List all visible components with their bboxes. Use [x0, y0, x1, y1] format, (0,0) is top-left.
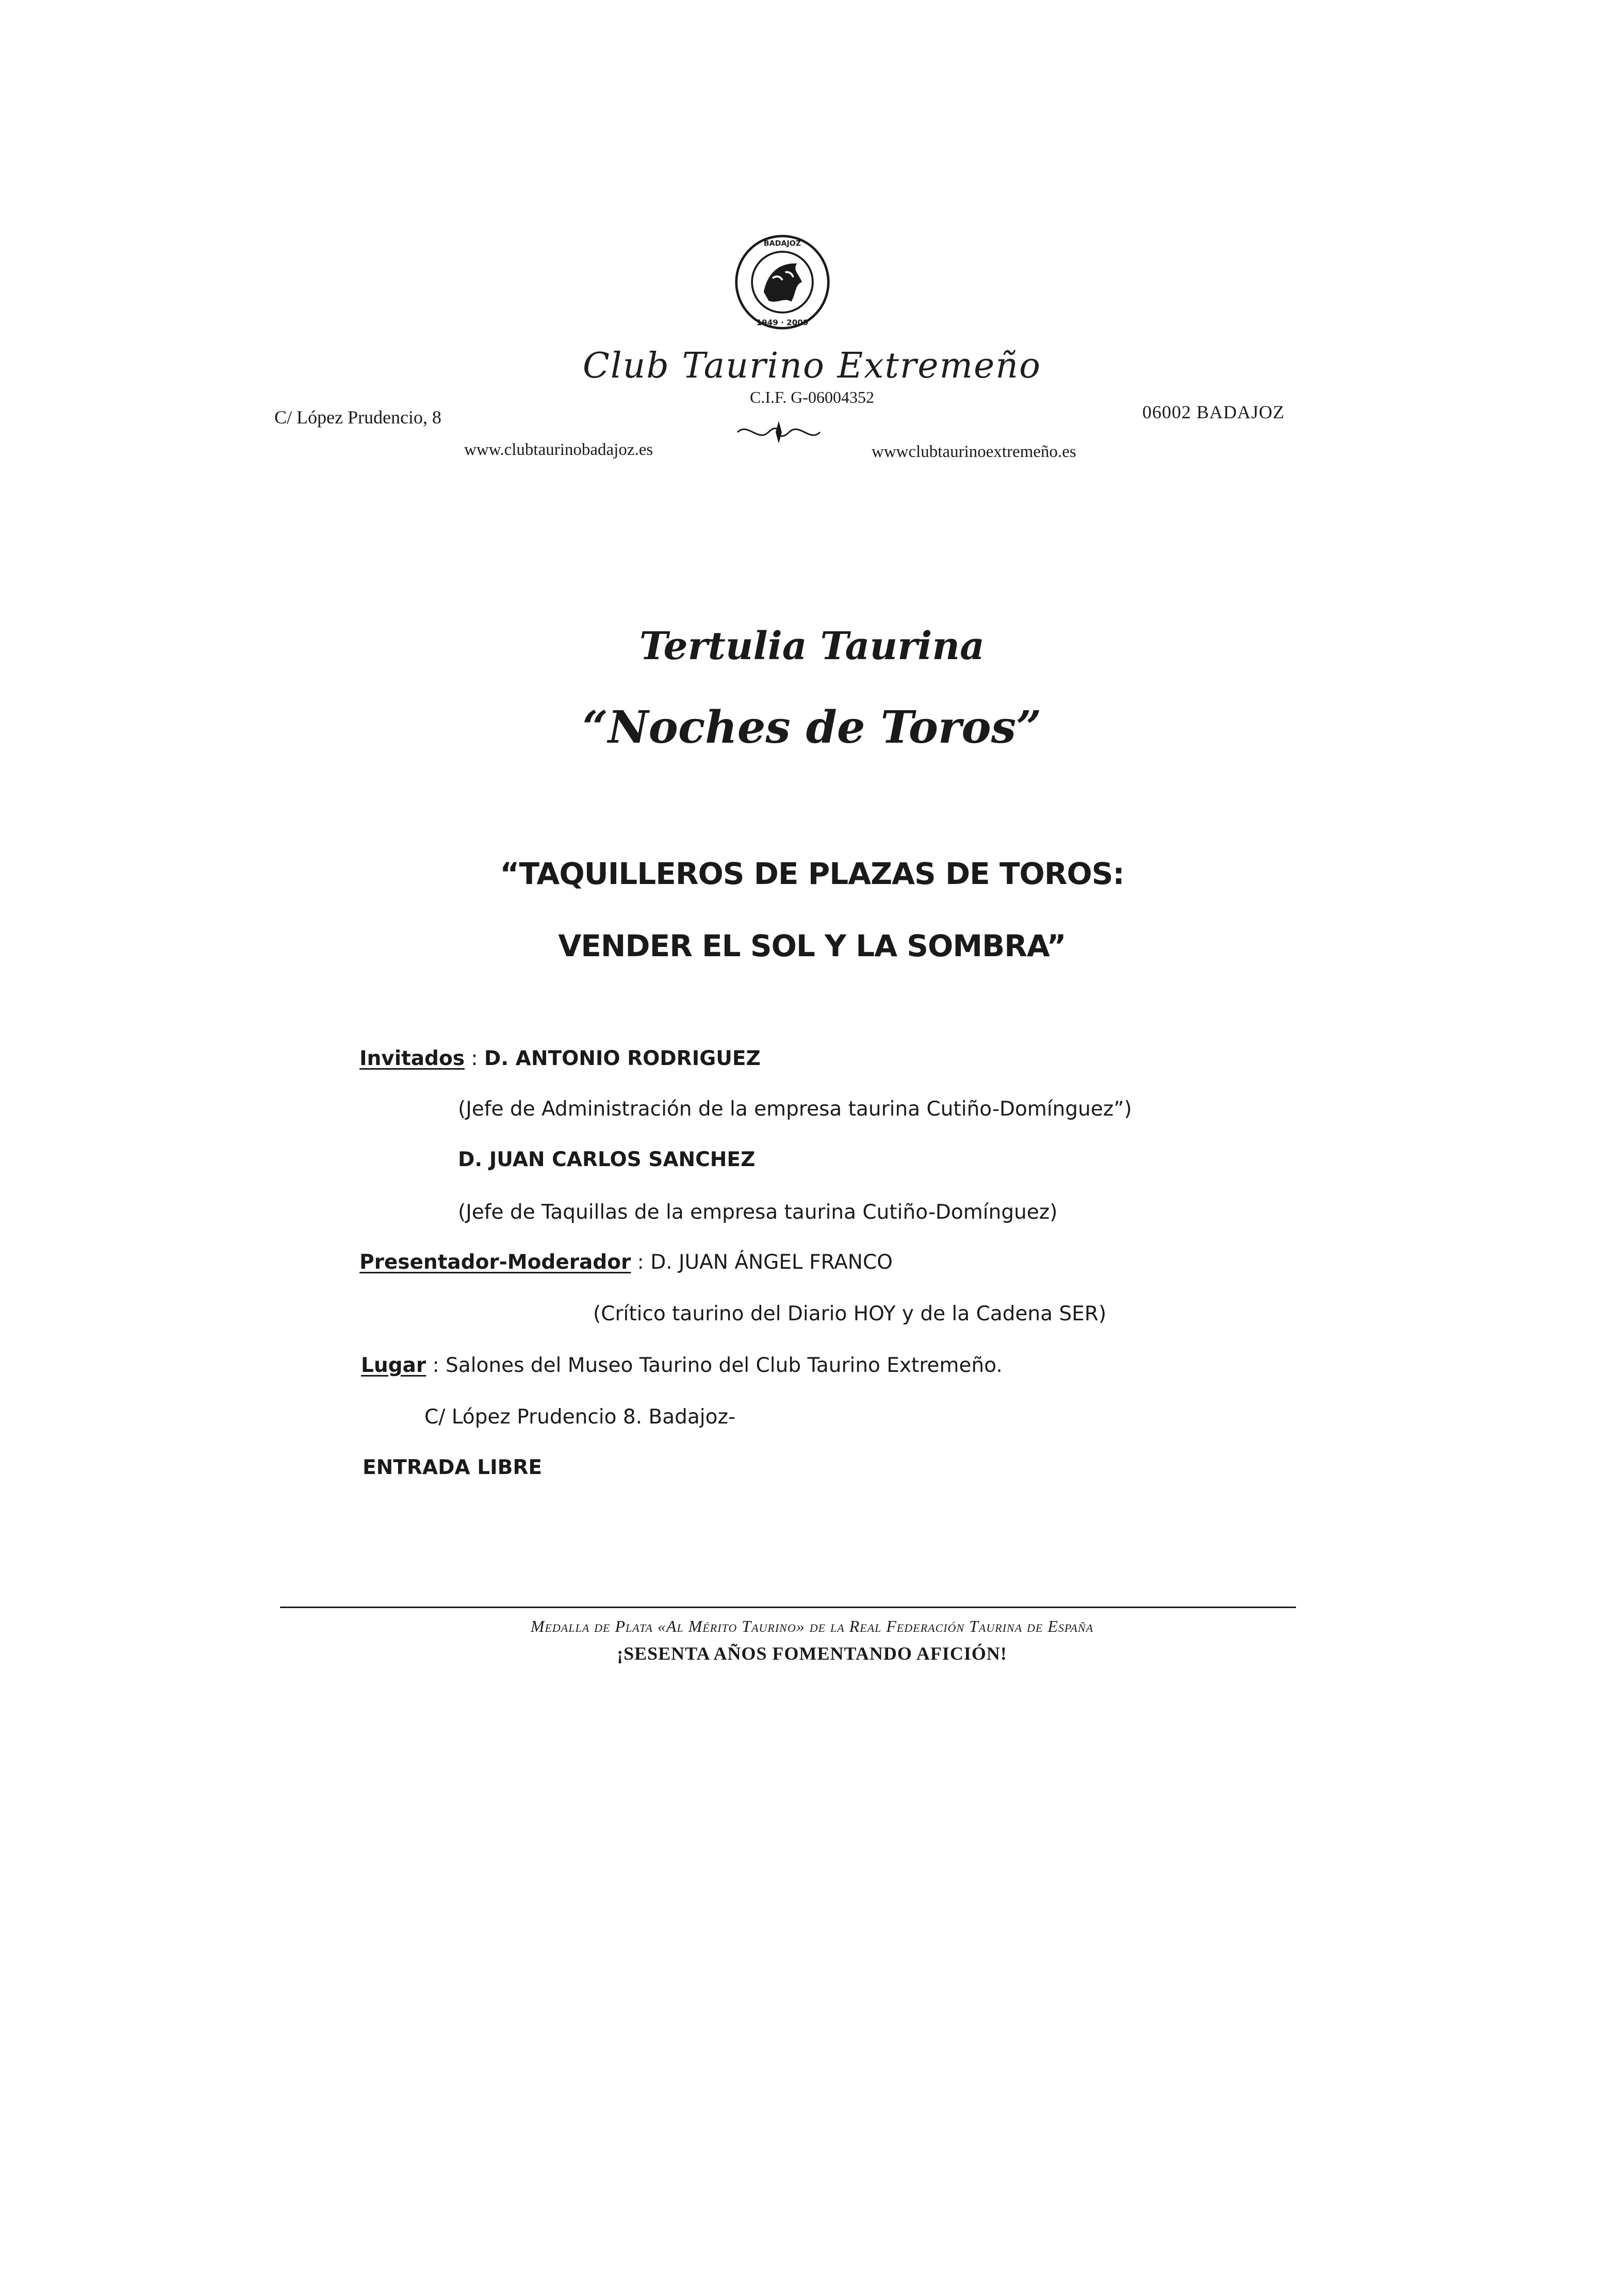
- presenter-role: (Crítico taurino del Diario HOY y de la Cadena SER): [593, 1302, 1107, 1325]
- topic-line-1: “TAQUILLEROS DE PLAZAS DE TOROS:: [500, 856, 1124, 891]
- presenter-separator: :: [631, 1251, 651, 1274]
- club-cif: C.I.F. G-06004352: [750, 388, 874, 406]
- website-link-badajoz[interactable]: www.clubtaurinobadajoz.es: [464, 440, 653, 459]
- ornament-flourish-icon: [732, 417, 825, 448]
- lugar-value: Salones del Museo Taurino del Club Taurino Extremeño.: [446, 1354, 1003, 1377]
- club-seal-logo: [733, 233, 831, 331]
- lugar-separator: :: [426, 1354, 446, 1377]
- club-postal-code: 06002 BADAJOZ: [1142, 402, 1285, 422]
- guest-1-role: (Jefe de Administración de la empresa taurina Cutiño-Domínguez”): [458, 1098, 1132, 1121]
- seal-years: 1949 · 2009: [756, 318, 809, 328]
- footer-medal-line: [0, 1617, 1624, 1636]
- event-subtitle: “Noches de Toros”: [582, 701, 1042, 754]
- club-address: C/ López Prudencio, 8: [274, 407, 441, 428]
- club-name: Club Taurino Extremeño: [582, 346, 1042, 386]
- guest-1-name: D. ANTONIO RODRIGUEZ: [484, 1047, 761, 1070]
- topic-line-2: VENDER EL SOL Y LA SOMBRA”: [558, 928, 1066, 963]
- event-title: Tertulia Taurina: [639, 624, 985, 668]
- footer-medal-text: Medalla de Plata «Al Mérito Taurino» de la Real Federación Taurina de España: [530, 1617, 1094, 1635]
- guest-2-name: D. JUAN CARLOS SANCHEZ: [458, 1148, 756, 1171]
- invitados-row: [359, 1047, 761, 1070]
- guest-2-role: (Jefe de Taquillas de la empresa taurina Cutiño-Domínguez): [458, 1201, 1058, 1224]
- website-link-extremeno[interactable]: wwwclubtaurinoextremeño.es: [872, 443, 1076, 461]
- lugar-address: C/ López Prudencio 8. Badajoz-: [424, 1405, 736, 1429]
- seal-top-text: BADAJOZ: [763, 239, 801, 248]
- lugar-label: Lugar: [361, 1354, 426, 1377]
- footer-divider: [280, 1607, 1296, 1608]
- presenter-label: Presentador-Moderador: [359, 1251, 631, 1274]
- footer-slogan: ¡SESENTA AÑOS FOMENTANDO AFICIÓN!: [617, 1643, 1007, 1664]
- invitados-separator: :: [464, 1047, 484, 1070]
- invitados-label: Invitados: [359, 1047, 465, 1070]
- presenter-name: D. JUAN ÁNGEL FRANCO: [650, 1251, 893, 1274]
- lugar-row: [361, 1354, 1003, 1377]
- entrada-libre: ENTRADA LIBRE: [363, 1456, 542, 1479]
- presenter-row: [359, 1251, 893, 1274]
